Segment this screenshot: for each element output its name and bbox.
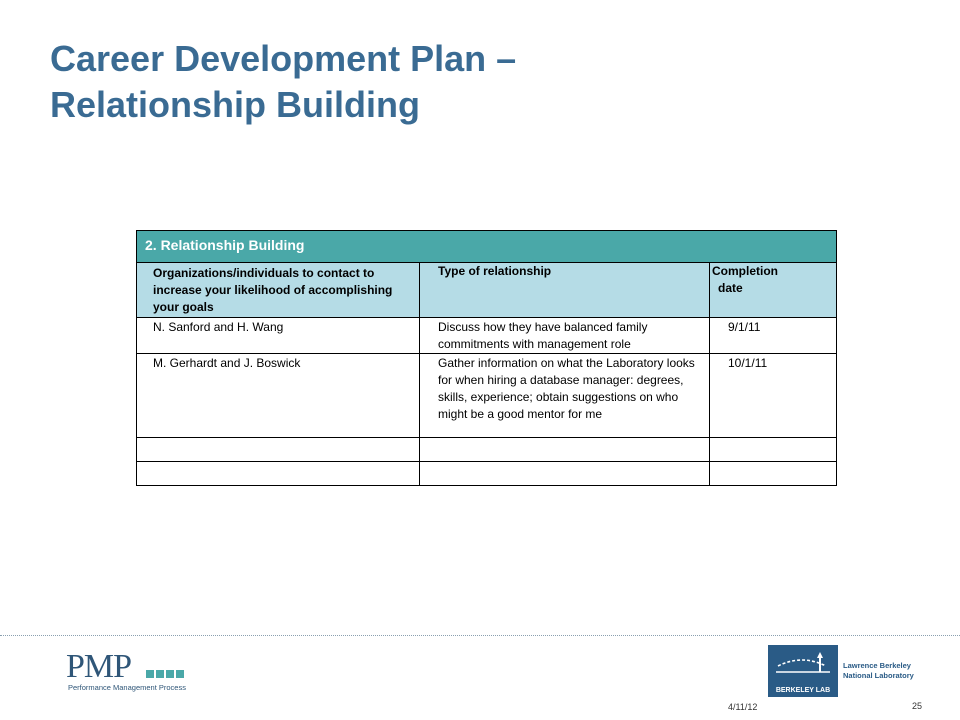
table-row — [137, 354, 837, 438]
table-cell-date — [710, 462, 837, 486]
table-cell-contact — [137, 462, 420, 486]
pmp-logo-letters: PMP — [66, 648, 132, 685]
berkeley-lab-logo — [768, 645, 918, 697]
berkeley-lab-name-line1: Lawrence Berkeley — [843, 661, 911, 670]
berkeley-lab-name-line2: National Laboratory — [843, 671, 914, 680]
footer-divider — [0, 635, 960, 636]
pmp-logo-square-icon — [176, 670, 184, 678]
table-cell-date: 10/1/11 — [710, 354, 837, 438]
table-column-header-row — [137, 263, 837, 318]
pmp-logo-subtitle: Performance Management Process — [68, 683, 186, 692]
table-row — [137, 318, 837, 354]
table-cell-contact: M. Gerhardt and J. Boswick — [137, 354, 420, 438]
table-cell-type — [420, 462, 710, 486]
table-section-header-row — [137, 231, 837, 263]
column-header-contact: Organizations/individuals to contact to increase your likelihood of accomplishing your goals — [137, 263, 420, 318]
berkeley-lab-box-text: BERKELEY LAB — [775, 687, 831, 694]
table-cell-type — [420, 438, 710, 462]
berkeley-lab-name — [843, 661, 914, 681]
slide-title — [50, 36, 910, 128]
table-cell-date: 9/1/11 — [710, 318, 837, 354]
table-cell-type: Discuss how they have balanced family commitments with management role — [420, 318, 710, 354]
berkeley-lab-logo-box — [768, 645, 838, 697]
column-header-completion — [710, 263, 837, 318]
slide-title-line1: Career Development Plan – — [50, 38, 517, 79]
table-cell-contact — [137, 438, 420, 462]
table-cell-date — [710, 438, 837, 462]
pmp-logo-square-icon — [156, 670, 164, 678]
pmp-logo-square-icon — [146, 670, 154, 678]
column-header-completion-line1: Completion — [712, 264, 778, 278]
column-header-type: Type of relationship — [420, 263, 710, 318]
table-row — [137, 462, 837, 486]
table-cell-contact: N. Sanford and H. Wang — [137, 318, 420, 354]
table-section-header: 2. Relationship Building — [137, 231, 837, 263]
slide-title-line2: Relationship Building — [50, 84, 420, 125]
pmp-logo-square-icon — [166, 670, 174, 678]
relationship-building-table — [136, 230, 837, 486]
table-row — [137, 438, 837, 462]
page-number: 25 — [912, 701, 923, 711]
berkeley-lab-building-icon — [772, 650, 834, 680]
column-header-completion-line2: date — [718, 281, 743, 295]
pmp-logo — [66, 650, 191, 695]
table-cell-type: Gather information on what the Laboratory looks for when hiring a database manager: degrees, skills, experience; obtain suggestions on who might be a good mentor for me — [420, 354, 710, 438]
footer-date: 4/11/12 — [728, 702, 758, 712]
